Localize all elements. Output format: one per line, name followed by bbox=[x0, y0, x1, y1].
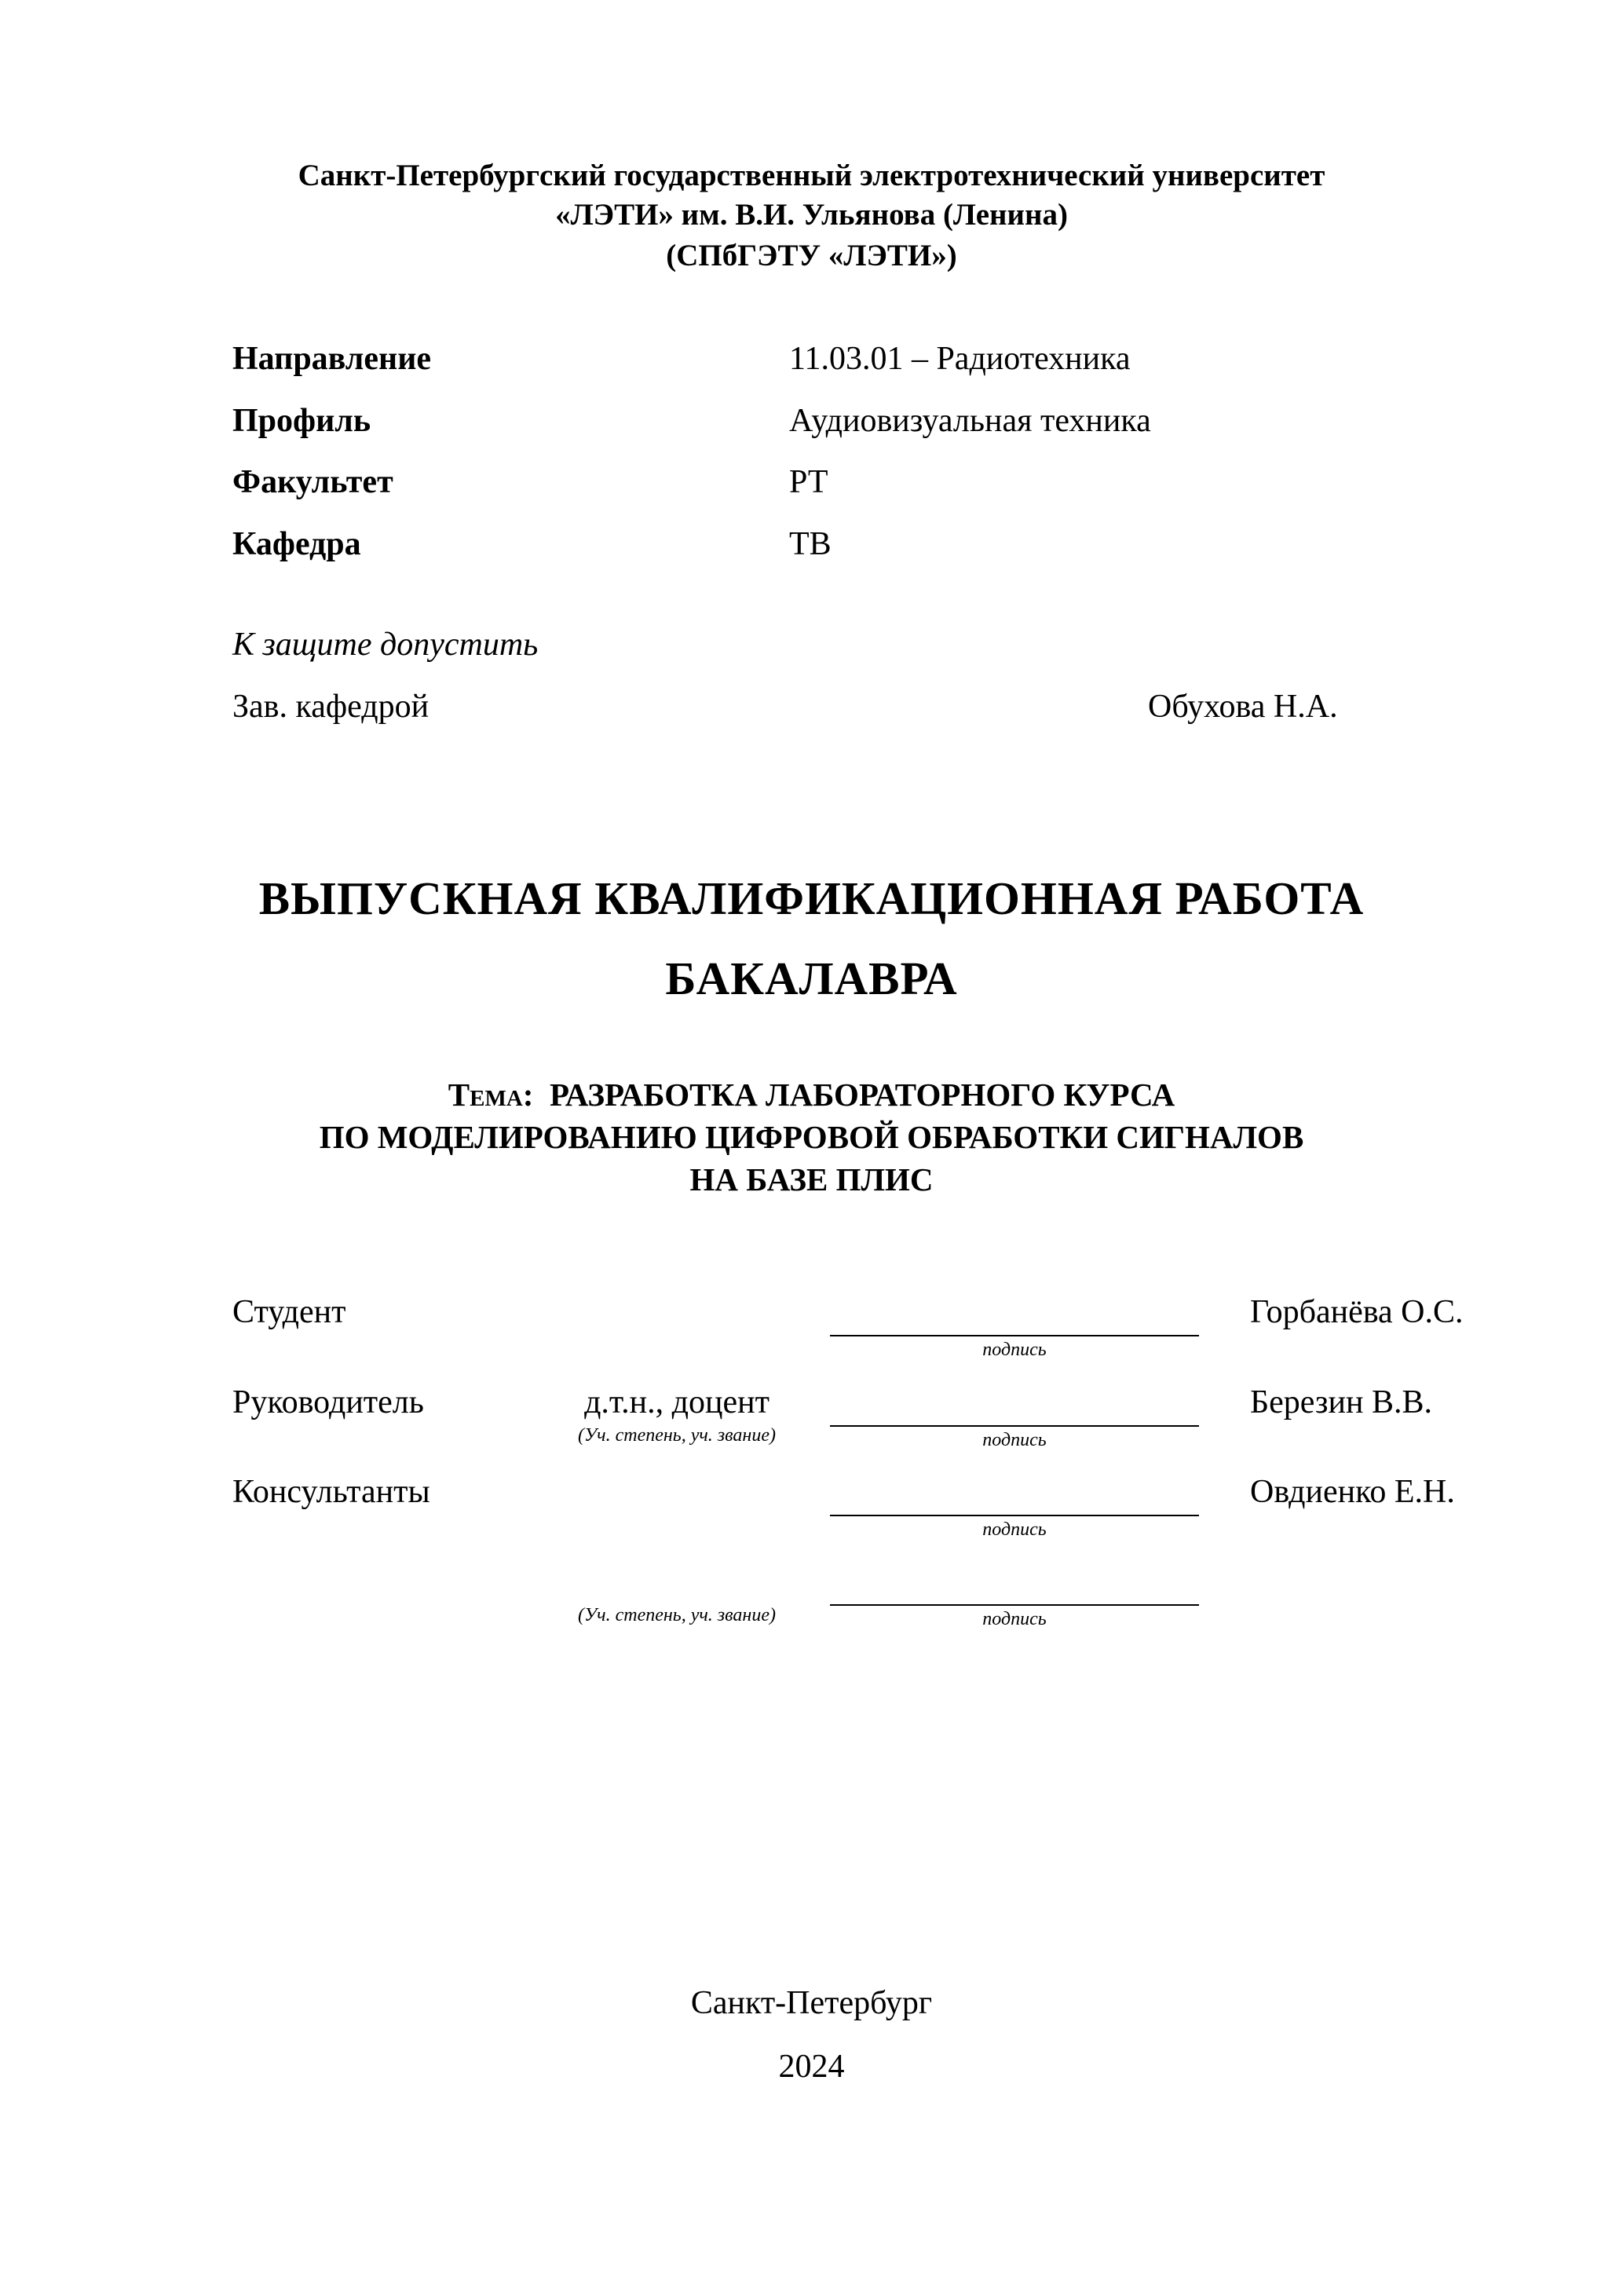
supervisor-name: Березин В.В. bbox=[1250, 1384, 1432, 1420]
university-name: Санкт-Петербургский государственный электротехнический университет bbox=[298, 159, 1325, 192]
admission-caption: К защите допустить bbox=[232, 627, 539, 663]
consultants-label: Консультанты bbox=[232, 1474, 430, 1510]
department-value: ТВ bbox=[789, 526, 832, 562]
consultant2-degree-caption: (Уч. степень, уч. звание) bbox=[578, 1605, 776, 1625]
profile-label: Профиль bbox=[232, 403, 371, 439]
supervisor-degree: д.т.н., доцент bbox=[584, 1384, 769, 1420]
supervisor-degree-caption: (Уч. степень, уч. звание) bbox=[578, 1425, 776, 1446]
work-title-line2: БАКАЛАВРА bbox=[665, 952, 958, 1004]
student-signature-line bbox=[830, 1335, 1199, 1336]
profile-value: Аудиовизуальная техника bbox=[789, 403, 1151, 439]
direction-label: Направление bbox=[232, 341, 432, 377]
head-of-department-name: Обухова Н.А. bbox=[1148, 689, 1338, 725]
city: Санкт-Петербург bbox=[690, 1985, 933, 2021]
topic-line3: НА БАЗЕ ПЛИС bbox=[689, 1161, 934, 1197]
consultant-signature-caption: подпись bbox=[982, 1519, 1047, 1540]
consultant2-signature-caption: подпись bbox=[982, 1609, 1047, 1629]
student-signature-caption: подпись bbox=[982, 1340, 1047, 1360]
department-label: Кафедра bbox=[232, 526, 361, 562]
direction-value: 11.03.01 – Радиотехника bbox=[789, 341, 1131, 377]
year: 2024 bbox=[778, 2049, 845, 2085]
supervisor-signature-caption: подпись bbox=[982, 1430, 1047, 1450]
university-short-name: «ЛЭТИ» им. В.И. Ульянова (Ленина) bbox=[555, 198, 1068, 232]
supervisor-signature-line bbox=[830, 1425, 1199, 1427]
topic-line2: ПО МОДЕЛИРОВАНИЮ ЦИФРОВОЙ ОБРАБОТКИ СИГНАЛОВ bbox=[319, 1119, 1304, 1155]
consultant-signature-line bbox=[830, 1515, 1199, 1516]
consultant-name: Овдиенко Е.Н. bbox=[1250, 1474, 1455, 1510]
faculty-label: Факультет bbox=[232, 464, 393, 500]
topic-prefix: Тема: bbox=[448, 1077, 534, 1113]
topic-title-part1: РАЗРАБОТКА ЛАБОРАТОРНОГО КУРСА bbox=[549, 1077, 1175, 1113]
consultant2-signature-line bbox=[830, 1604, 1199, 1606]
student-name: Горбанёва О.С. bbox=[1250, 1294, 1464, 1330]
supervisor-label: Руководитель bbox=[232, 1384, 424, 1420]
topic-line1 bbox=[0, 1077, 1623, 1113]
work-title-line1: ВЫПУСКНАЯ КВАЛИФИКАЦИОННАЯ РАБОТА bbox=[258, 872, 1365, 924]
head-of-department-label: Зав. кафедрой bbox=[232, 689, 430, 725]
university-abbreviation: (СПбГЭТУ «ЛЭТИ») bbox=[666, 239, 957, 272]
faculty-value: РТ bbox=[789, 464, 828, 500]
student-label: Студент bbox=[232, 1294, 346, 1330]
